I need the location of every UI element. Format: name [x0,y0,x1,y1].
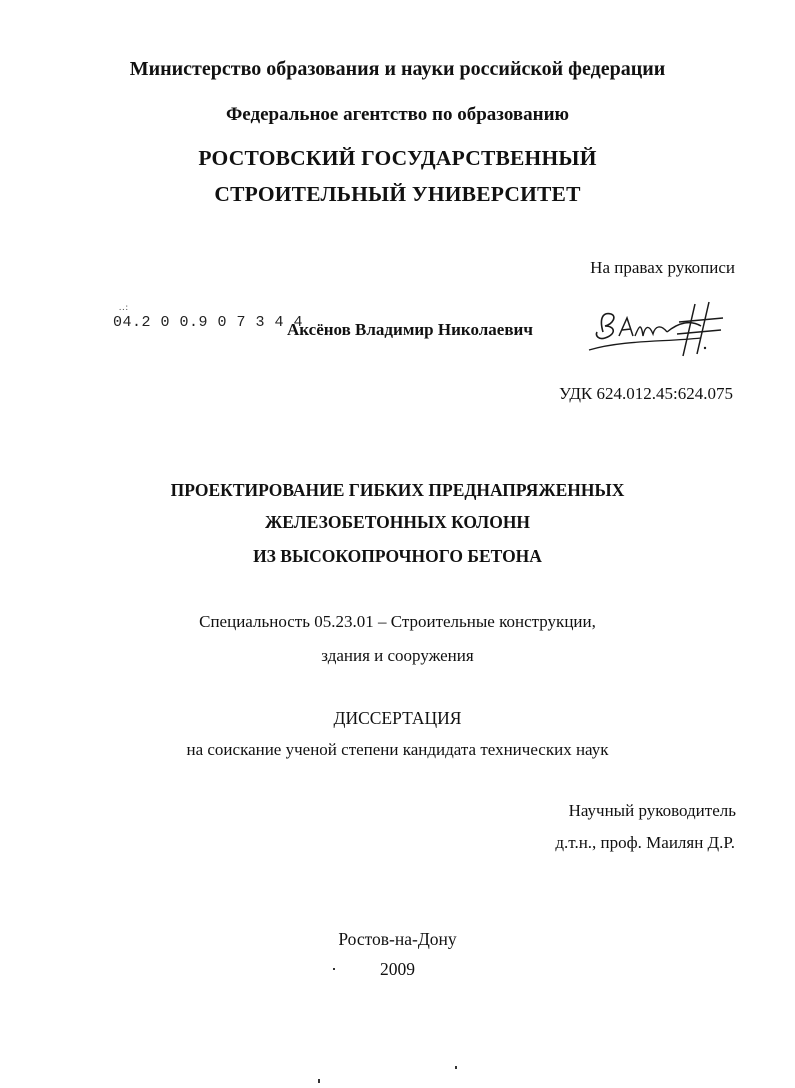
dissertation-title-line3: ИЗ ВЫСОКОПРОЧНОГО БЕТОНА [253,546,542,566]
udc-code: УДК 624.012.45:624.075 [559,384,733,403]
author-signature [583,292,733,362]
manuscript-rights-note: На правах рукописи [590,258,735,277]
dissertation-type: ДИССЕРТАЦИЯ [333,708,462,728]
supervisor-label: Научный руководитель [568,801,736,820]
university-name-line1: РОСТОВСКИЙ ГОСУДАРСТВЕННЫЙ [198,146,597,170]
dissertation-goal: на соискание ученой степени кандидата технических наук [186,740,609,759]
university-name-line2: СТРОИТЕЛЬНЫЙ УНИВЕРСИТЕТ [214,182,581,206]
specialty-line1: Специальность 05.23.01 – Строительные конструкции, [199,612,596,631]
scan-speck [318,1079,320,1083]
dissertation-title-line1: ПРОЕКТИРОВАНИЕ ГИБКИХ ПРЕДНАПРЯЖЕННЫХ [170,480,625,500]
agency-heading: Федеральное агентство по образованию [225,104,570,125]
specialty-line2: здания и сооружения [321,646,474,665]
year: 2009 [380,959,415,979]
dissertation-title-line2: ЖЕЛЕЗОБЕТОННЫХ КОЛОНН [264,512,531,532]
scan-speck [455,1066,457,1069]
registration-mark: ..: [119,302,130,312]
author-name: Аксёнов Владимир Николаевич [287,320,533,339]
supervisor-name: д.т.н., проф. Маилян Д.Р. [555,833,735,852]
scan-speck [333,968,335,970]
ministry-heading: Министерство образования и науки российской федерации [129,58,666,80]
registration-number: 04.2 0 0.9 0 7 3 4 4 [113,314,304,331]
city: Ростов-на-Дону [338,929,457,949]
